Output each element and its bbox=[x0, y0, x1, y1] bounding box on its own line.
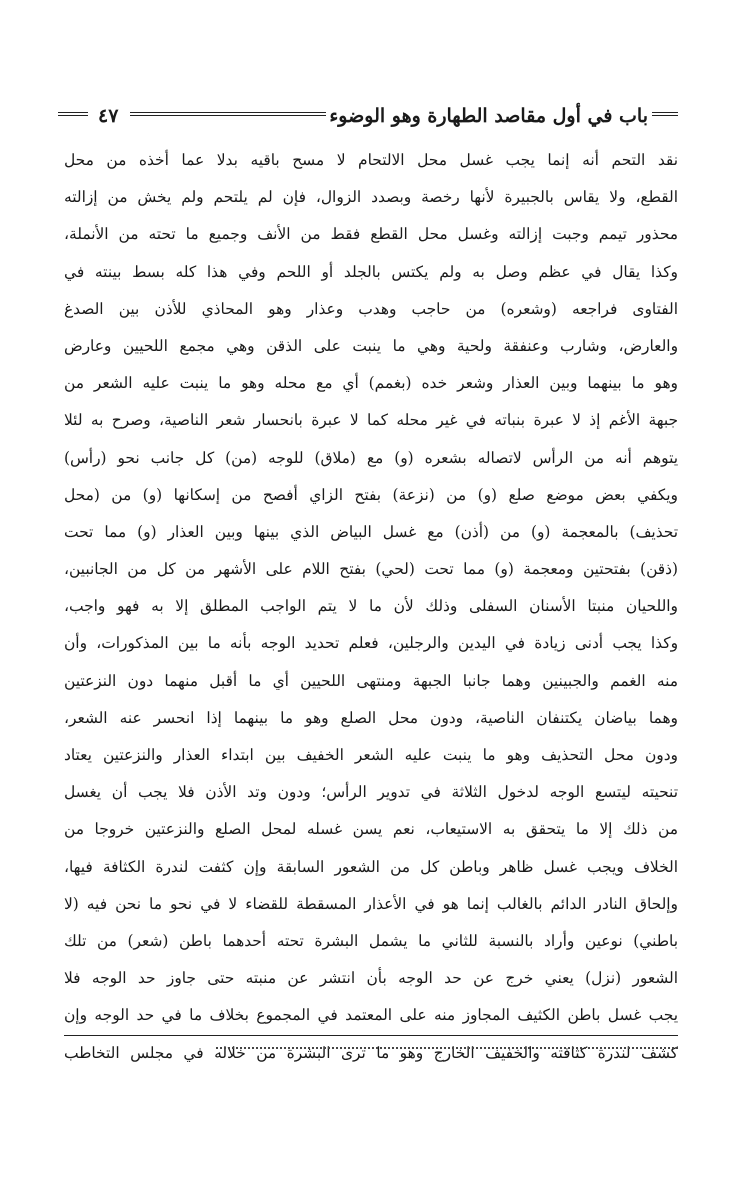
text-line: الشعور (نزل) يعني خرج عن حد الوجه بأن انتشر عن منبته حتى جاوز حد الوجه فلا bbox=[64, 969, 678, 988]
text-line: نقد التحم أنه إنما يجب غسل محل الالتحام لا مسح باقيه بدلا عما أخذه من محل bbox=[64, 151, 678, 169]
text-line: وإلحاق النادر الدائم بالغالب إنما هو في الأعذار المسقطة للقضاء لا في نحو ما نحن فيه (لا bbox=[64, 894, 678, 913]
footnote-separator bbox=[64, 1035, 678, 1036]
text-line: تنحيته ليتسع الوجه لدخول الثلاثة في تدوير الرأس؛ ودون وتد الأذن فلا يجب أن يغسل bbox=[64, 783, 678, 802]
header-rule-middle bbox=[130, 112, 326, 116]
header-rule-left bbox=[58, 112, 88, 116]
text-line: ودون محل التحذيف وهو ما ينبت عليه الشعر الخفيف بين ابتداء العذار والنزعتين يعتاد bbox=[64, 746, 678, 764]
header-rule-right bbox=[652, 112, 678, 116]
page-number: ٤٧ bbox=[98, 105, 119, 127]
text-line: محذور تيمم وجبت إزالته وغسل محل القطع فقط من الأنف وجميع ما تحته من الأنملة، bbox=[64, 225, 678, 244]
text-line: يتوهم أنه من الرأس لاتصاله بشعره (و) مع (ملاق) للوجه (من) كل جانب نحو (رأس) bbox=[64, 448, 678, 467]
running-header bbox=[58, 100, 678, 132]
text-line: واللحيان منبتا الأسنان السفلى وذلك لأن ما لا يتم الواجب المطلق إلا به فهو واجب، bbox=[64, 597, 678, 616]
text-line: (ذقن) بفتحتين ومعجمة (و) مما تحت (لحي) بفتح اللام على الأشهر من كل من الجانبين، bbox=[64, 560, 678, 579]
text-line: تحذيف) بالمعجمة (و) من (أذن) مع غسل البياض الذي بينها وبين العذار (و) مما تحت bbox=[64, 522, 678, 541]
main-text bbox=[64, 142, 678, 1072]
text-line: باطني) نوعين وأراد بالنسبة للثاني ما يشمل البشرة تحته أحدهما باطن (شعر) من تلك bbox=[64, 931, 678, 950]
text-line: من ذلك إلا ما يتحقق به الاستيعاب، نعم يسن غسله لمحل الصلع والنزعتين خروجا من bbox=[64, 820, 678, 839]
text-line: والعارض، وشارب وعنفقة ولحية وهي ما ينبت على الذقن وهي مجمع اللحيين وعارض bbox=[64, 336, 678, 355]
text-line: القطع، ولا يقاس بالجبيرة لأنها رخصة وبصدد الزوال، فإن لم يلتحم ولم يخش من إزالته bbox=[64, 188, 678, 207]
text-line: جبهة الأغم إذ لا عبرة بنباته في غير محله كما لا عبرة بانحسار شعر الناصية، وصرح به لئلا bbox=[64, 411, 678, 430]
text-line: منه الغمم والجبينين وهما جانبا الجبهة ومنتهى اللحيين أي ما أقبل منهما دون النزعتين bbox=[64, 671, 678, 690]
text-line: الفتاوى فراجعه (وشعره) من حاجب وهدب وعذار وهو المحاذي للأذن بين الصدغ bbox=[64, 299, 678, 318]
header-title: باب في أول مقاصد الطهارة وهو الوضوء bbox=[329, 105, 648, 127]
text-line: وكذا يجب أدنى زيادة في اليدين والرجلين، فعلم تحديد الوجه بأنه ما بين المذكورات، وأن bbox=[64, 634, 678, 653]
text-line: وهو ما بينهما وبين العذار وشعر خده (بغمم) أي مع محله وهو ما ينبت عليه الشعر من bbox=[64, 374, 678, 393]
text-line: ويكفي بعض موضع صلع (و) من (نزعة) بفتح الزاي أفصح من إسكانها (و) من (محل bbox=[64, 485, 678, 504]
text-line: كشف لندرة كثافته والخفيف الخارج وهو ما ترى البشرة من خلاله في مجلس التخاطب bbox=[64, 1043, 678, 1062]
text-line: وهما بياضان يكتنفان الناصية، ودون محل الصلع وهو ما بينهما إذا انحسر عنه الشعر، bbox=[64, 708, 678, 727]
text-line: الخلاف ويجب غسل ظاهر وباطن كل من الشعور السابقة وإن كثفت لندرة الكثافة فيها، bbox=[64, 857, 678, 876]
text-line: وكذا يقال في عظم وصل به ولم يكتس بالجلد أو اللحم وفي هذا كله بسط بينته في bbox=[64, 262, 678, 281]
dotted-line bbox=[216, 1047, 678, 1059]
text-line: يجب غسل باطن الكثيف المجاوز منه على المعتمد في المجموع بخلاف ما في حد الوجه وإن bbox=[64, 1006, 678, 1025]
